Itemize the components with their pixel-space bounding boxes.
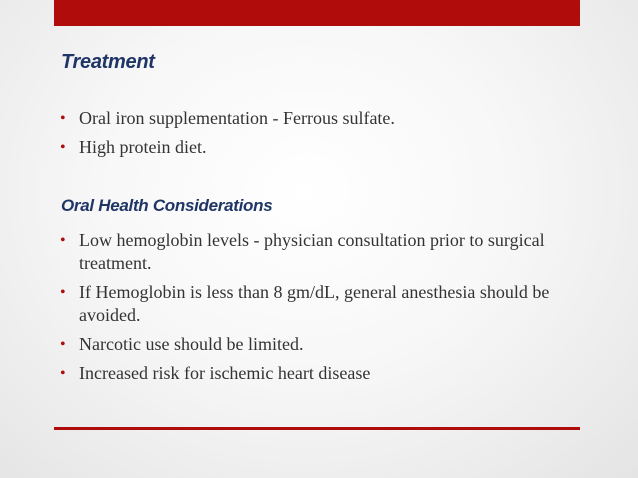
bullet-text: Oral iron supplementation - Ferrous sulfate. xyxy=(79,108,395,128)
bullet-text: Increased risk for ischemic heart disease xyxy=(79,363,371,383)
oral-health-heading: Oral Health Considerations xyxy=(61,196,273,215)
top-accent-bar xyxy=(54,0,580,26)
treatment-heading: Treatment xyxy=(61,51,155,73)
bullet-text: Low hemoglobin levels - physician consultation prior to surgical treatment. xyxy=(79,230,545,273)
bullet-marker: • xyxy=(60,284,66,301)
bullet-marker: • xyxy=(60,336,66,353)
bullet-item xyxy=(60,281,580,327)
bullet-marker: • xyxy=(60,110,66,127)
oral-health-bullet-list xyxy=(60,229,580,391)
bullet-item xyxy=(60,107,580,130)
bottom-divider xyxy=(54,427,580,430)
bullet-text: Narcotic use should be limited. xyxy=(79,334,304,354)
bullet-item xyxy=(60,362,580,385)
bullet-item xyxy=(60,333,580,356)
bullet-marker: • xyxy=(60,365,66,382)
treatment-bullet-list xyxy=(60,107,580,165)
bullet-text: If Hemoglobin is less than 8 gm/dL, general anesthesia should be avoided. xyxy=(79,282,550,325)
bullet-marker: • xyxy=(60,139,66,156)
bullet-text: High protein diet. xyxy=(79,137,207,157)
bullet-item xyxy=(60,229,580,275)
bullet-marker: • xyxy=(60,232,66,249)
bullet-item xyxy=(60,136,580,159)
